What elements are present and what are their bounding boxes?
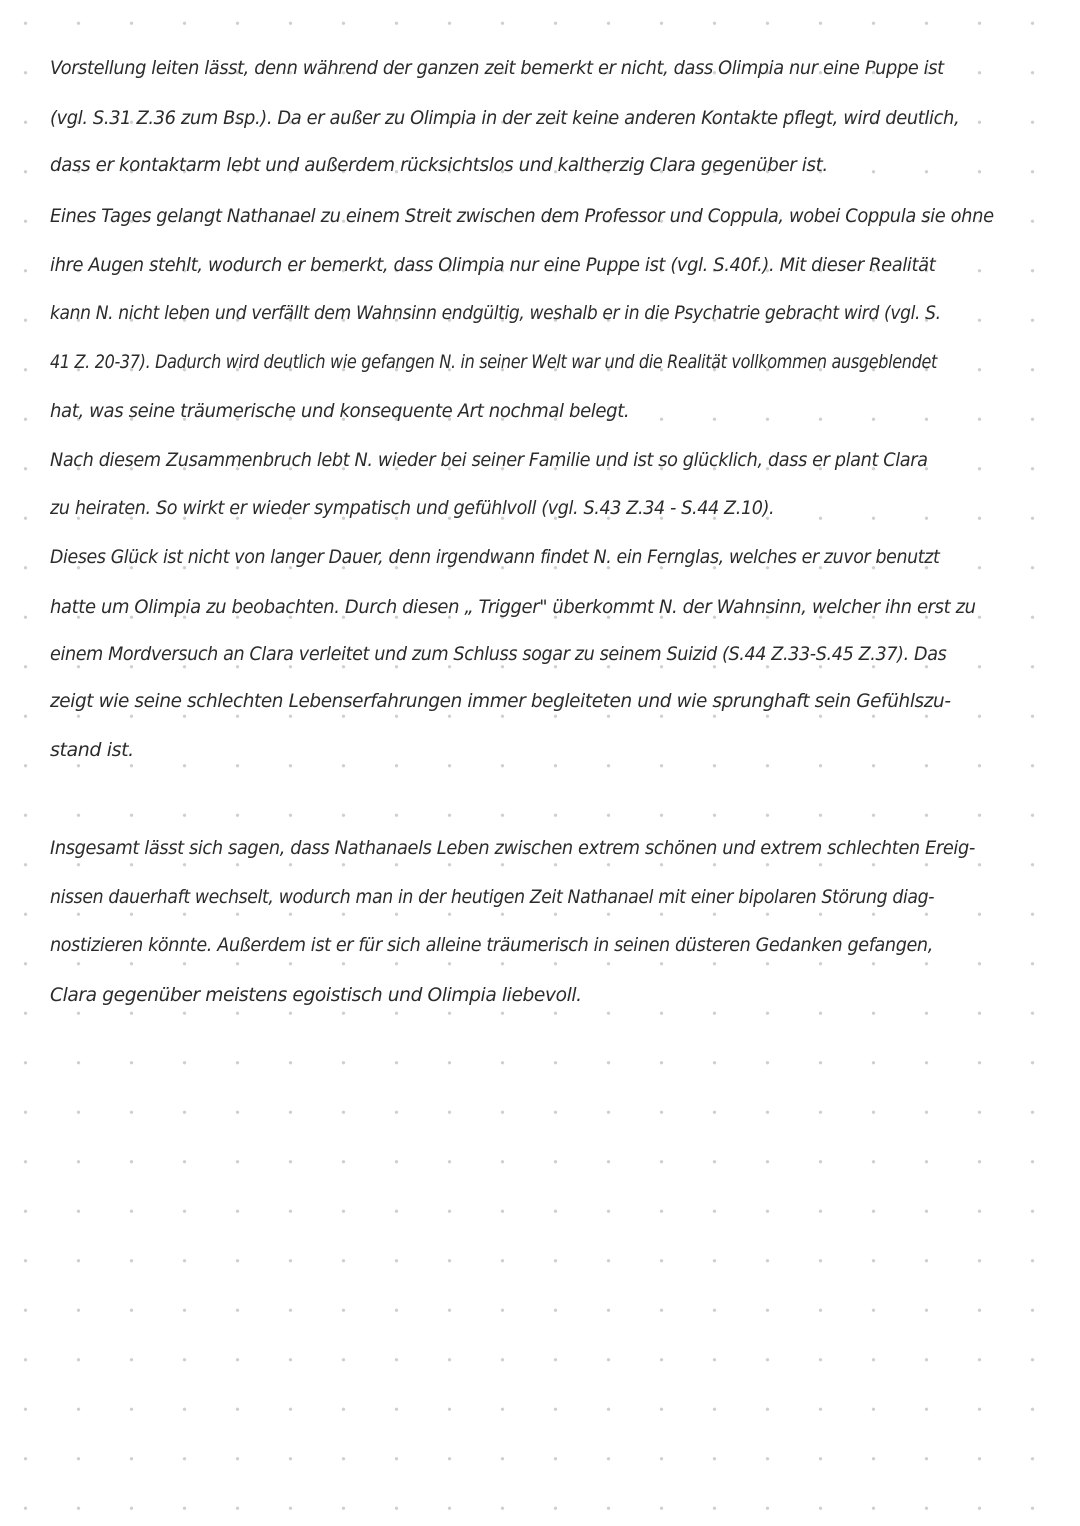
text-line: zu heiraten. So wirkt er wieder sympatisch und gefühlvoll (vgl. S.43 Z.34 - S.44 Z.10). [50, 497, 775, 519]
text-line: einem Mordversuch an Clara verleitet und zum Schluss sogar zu seinem Suizid (S.44 Z.33-S.45 Z.37). Das [50, 643, 947, 665]
text-line: stand ist. [50, 739, 134, 761]
text-line: 41 Z. 20-37). Dadurch wird deutlich wie gefangen N. in seiner Welt war und die Realität vollkommen ausgeblendet [50, 351, 937, 373]
text-line: Nach diesem Zusammenbruch lebt N. wieder bei seiner Familie und ist so glücklich, dass er plant Clara [50, 449, 928, 471]
text-line: nostizieren könnte. Außerdem ist er für sich alleine träumerisch in seinen düsteren Gedanken gefangen, [50, 934, 933, 956]
text-line: nissen dauerhaft wechselt, wodurch man in der heutigen Zeit Nathanael mit einer bipolaren Störung diag- [50, 886, 935, 908]
text-line: hatte um Olimpia zu beobachten. Durch diesen „ Trigger" überkommt N. der Wahnsinn, welcher ihn erst zu [50, 596, 976, 618]
text-line: Vorstellung leiten lässt, denn während der ganzen zeit bemerkt er nicht, dass Olimpia nur eine Puppe ist [50, 57, 944, 79]
text-line: Clara gegenüber meistens egoistisch und Olimpia liebevoll. [50, 984, 582, 1006]
text-line: kann N. nicht leben und verfällt dem Wahnsinn endgültig, weshalb er in die Psychatrie gebracht wird (vgl. S. [50, 302, 941, 324]
text-line: zeigt wie seine schlechten Lebenserfahrungen immer begleiteten und wie sprunghaft sein Gefühlszu- [50, 690, 951, 712]
text-line: hat, was seine träumerische und konsequente Art nochmal belegt. [50, 400, 630, 422]
text-line: Dieses Glück ist nicht von langer Dauer, denn irgendwann findet N. ein Fernglas, welches er zuvor benutzt [50, 546, 940, 568]
text-line: Insgesamt lässt sich sagen, dass Nathanaels Leben zwischen extrem schönen und extrem schlechten Ereig- [50, 837, 975, 859]
text-line: dass er kontaktarm lebt und außerdem rücksichtslos und kaltherzig Clara gegenüber ist. [50, 154, 828, 176]
text-line: ihre Augen stehlt, wodurch er bemerkt, dass Olimpia nur eine Puppe ist (vgl. S.40f.). Mit dieser Realität [50, 254, 936, 276]
text-line: Eines Tages gelangt Nathanael zu einem Streit zwischen dem Professor und Coppula, wobei Coppula sie ohne [50, 205, 994, 227]
text-line: (vgl. S.31 Z.36 zum Bsp.). Da er außer zu Olimpia in der zeit keine anderen Kontakte pflegt, wird deutlich, [50, 107, 960, 129]
